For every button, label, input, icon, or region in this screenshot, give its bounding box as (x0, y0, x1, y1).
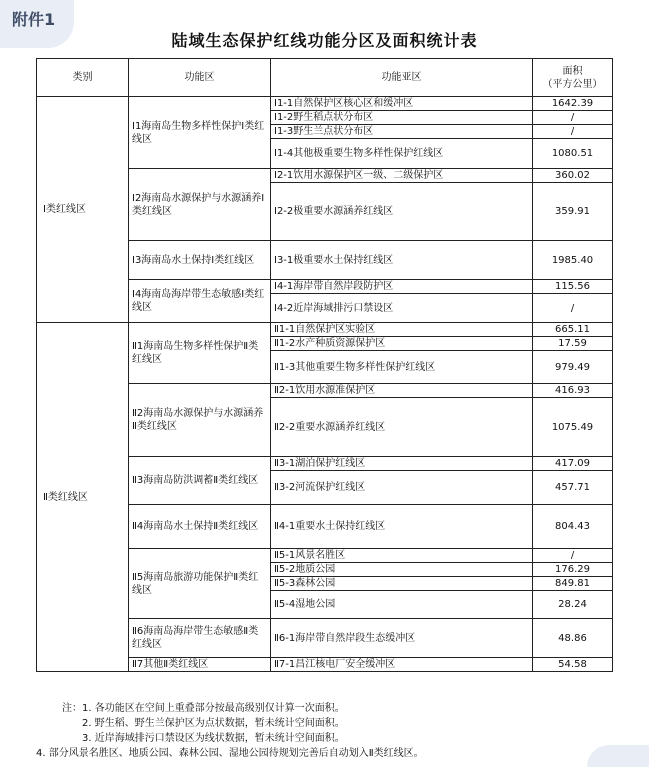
area-cell: 1642.39 (533, 97, 613, 111)
area-cell: 979.49 (533, 351, 613, 384)
subzone-cell: Ⅱ2-2重要水源涵养红线区 (271, 398, 533, 457)
area-cell: 849.81 (533, 577, 613, 591)
subzone-cell: Ⅱ4-1重要水土保持红线区 (271, 505, 533, 549)
area-cell: 804.43 (533, 505, 613, 549)
footnote: 3. 近岸海域排污口禁设区为线状数据，暂未统计空间面积。 (82, 733, 345, 744)
subzone-cell: Ⅱ1-1自然保护区实验区 (271, 323, 533, 337)
page-corner-decoration (587, 745, 649, 767)
zone-cell: Ⅰ2海南岛水源保护与水源涵养Ⅰ类红线区 (129, 169, 271, 241)
subzone-cell: Ⅰ1-3野生兰点状分布区 (271, 125, 533, 139)
subzone-cell: Ⅱ1-2水产种质资源保护区 (271, 337, 533, 351)
area-cell: 48.86 (533, 619, 613, 658)
area-cell: 28.24 (533, 591, 613, 619)
zone-cell: Ⅱ4海南岛水土保持Ⅱ类红线区 (129, 505, 271, 549)
zone-cell: Ⅱ1海南岛生物多样性保护Ⅱ类红线区 (129, 323, 271, 384)
subzone-cell: Ⅰ3-1极重要水土保持红线区 (271, 241, 533, 280)
footnote: 4. 部分风景名胜区、地质公园、森林公园、湿地公园待规划完善后自动划入Ⅱ类红线区。 (36, 748, 424, 759)
area-cell: 17.59 (533, 337, 613, 351)
subzone-cell: Ⅰ2-1饮用水源保护区一级、二级保护区 (271, 169, 533, 183)
area-cell: 360.02 (533, 169, 613, 183)
zone-area-table (36, 58, 613, 672)
subzone-cell: Ⅰ2-2极重要水源涵养红线区 (271, 183, 533, 241)
zone-cell: Ⅰ4海南岛海岸带生态敏感Ⅰ类红线区 (129, 280, 271, 323)
table-row (37, 323, 613, 337)
table-header-row (37, 59, 613, 97)
area-cell: 1985.40 (533, 241, 613, 280)
subzone-cell: Ⅱ5-1风景名胜区 (271, 549, 533, 563)
area-cell: / (533, 111, 613, 125)
area-cell: 416.93 (533, 384, 613, 398)
attachment-label: 附件1 (12, 10, 56, 29)
header-area-label: 面积 (562, 65, 583, 77)
area-cell: 417.09 (533, 457, 613, 471)
area-cell: 457.71 (533, 471, 613, 505)
subzone-cell: Ⅰ4-1海岸带自然岸段防护区 (271, 280, 533, 294)
subzone-cell: Ⅱ1-3其他重要生物多样性保护红线区 (271, 351, 533, 384)
subzone-cell: Ⅰ4-2近岸海域排污口禁设区 (271, 294, 533, 323)
page-title: 陆域生态保护红线功能分区及面积统计表 (171, 31, 478, 50)
subzone-cell: Ⅱ5-4湿地公园 (271, 591, 533, 619)
footnote: 2. 野生稻、野生兰保护区为点状数据，暂未统计空间面积。 (82, 718, 345, 729)
area-cell: / (533, 125, 613, 139)
area-cell: 176.29 (533, 563, 613, 577)
footnote: 注：1. 各功能区在空间上重叠部分按最高级别仅计算一次面积。 (62, 703, 345, 714)
header-category: 类别 (37, 59, 129, 97)
subzone-cell: Ⅱ7-1昌江核电厂安全缓冲区 (271, 658, 533, 672)
area-cell: / (533, 294, 613, 323)
area-cell: 665.11 (533, 323, 613, 337)
header-subzone: 功能亚区 (271, 59, 533, 97)
zone-cell: Ⅱ7其他Ⅱ类红线区 (129, 658, 271, 672)
footnotes (36, 701, 424, 761)
header-area-unit: （平方公里） (542, 78, 603, 90)
subzone-cell: Ⅱ5-3森林公园 (271, 577, 533, 591)
area-cell: 359.91 (533, 183, 613, 241)
subzone-cell: Ⅱ2-1饮用水源准保护区 (271, 384, 533, 398)
subzone-cell: Ⅰ1-4其他极重要生物多样性保护红线区 (271, 139, 533, 169)
zone-cell: Ⅱ3海南岛防洪调蓄Ⅱ类红线区 (129, 457, 271, 505)
area-cell: 54.58 (533, 658, 613, 672)
header-area (533, 59, 613, 97)
zone-cell: Ⅱ2海南岛水源保护与水源涵养Ⅱ类红线区 (129, 384, 271, 457)
category-cell: Ⅰ类红线区 (37, 97, 129, 323)
area-cell: 1075.49 (533, 398, 613, 457)
zone-cell: Ⅰ1海南岛生物多样性保护Ⅰ类红线区 (129, 97, 271, 169)
table-row (37, 97, 613, 111)
zone-cell: Ⅰ3海南岛水土保持Ⅰ类红线区 (129, 241, 271, 280)
subzone-cell: Ⅱ3-1湖泊保护红线区 (271, 457, 533, 471)
subzone-cell: Ⅰ1-1自然保护区核心区和缓冲区 (271, 97, 533, 111)
subzone-cell: Ⅰ1-2野生稻点状分布区 (271, 111, 533, 125)
category-cell: Ⅱ类红线区 (37, 323, 129, 672)
subzone-cell: Ⅱ5-2地质公园 (271, 563, 533, 577)
area-cell: 115.56 (533, 280, 613, 294)
area-cell: / (533, 549, 613, 563)
subzone-cell: Ⅱ3-2河流保护红线区 (271, 471, 533, 505)
zone-cell: Ⅱ5海南岛旅游功能保护Ⅱ类红线区 (129, 549, 271, 619)
header-zone: 功能区 (129, 59, 271, 97)
subzone-cell: Ⅱ6-1海岸带自然岸段生态缓冲区 (271, 619, 533, 658)
zone-cell: Ⅱ6海南岛海岸带生态敏感Ⅱ类红线区 (129, 619, 271, 658)
area-cell: 1080.51 (533, 139, 613, 169)
